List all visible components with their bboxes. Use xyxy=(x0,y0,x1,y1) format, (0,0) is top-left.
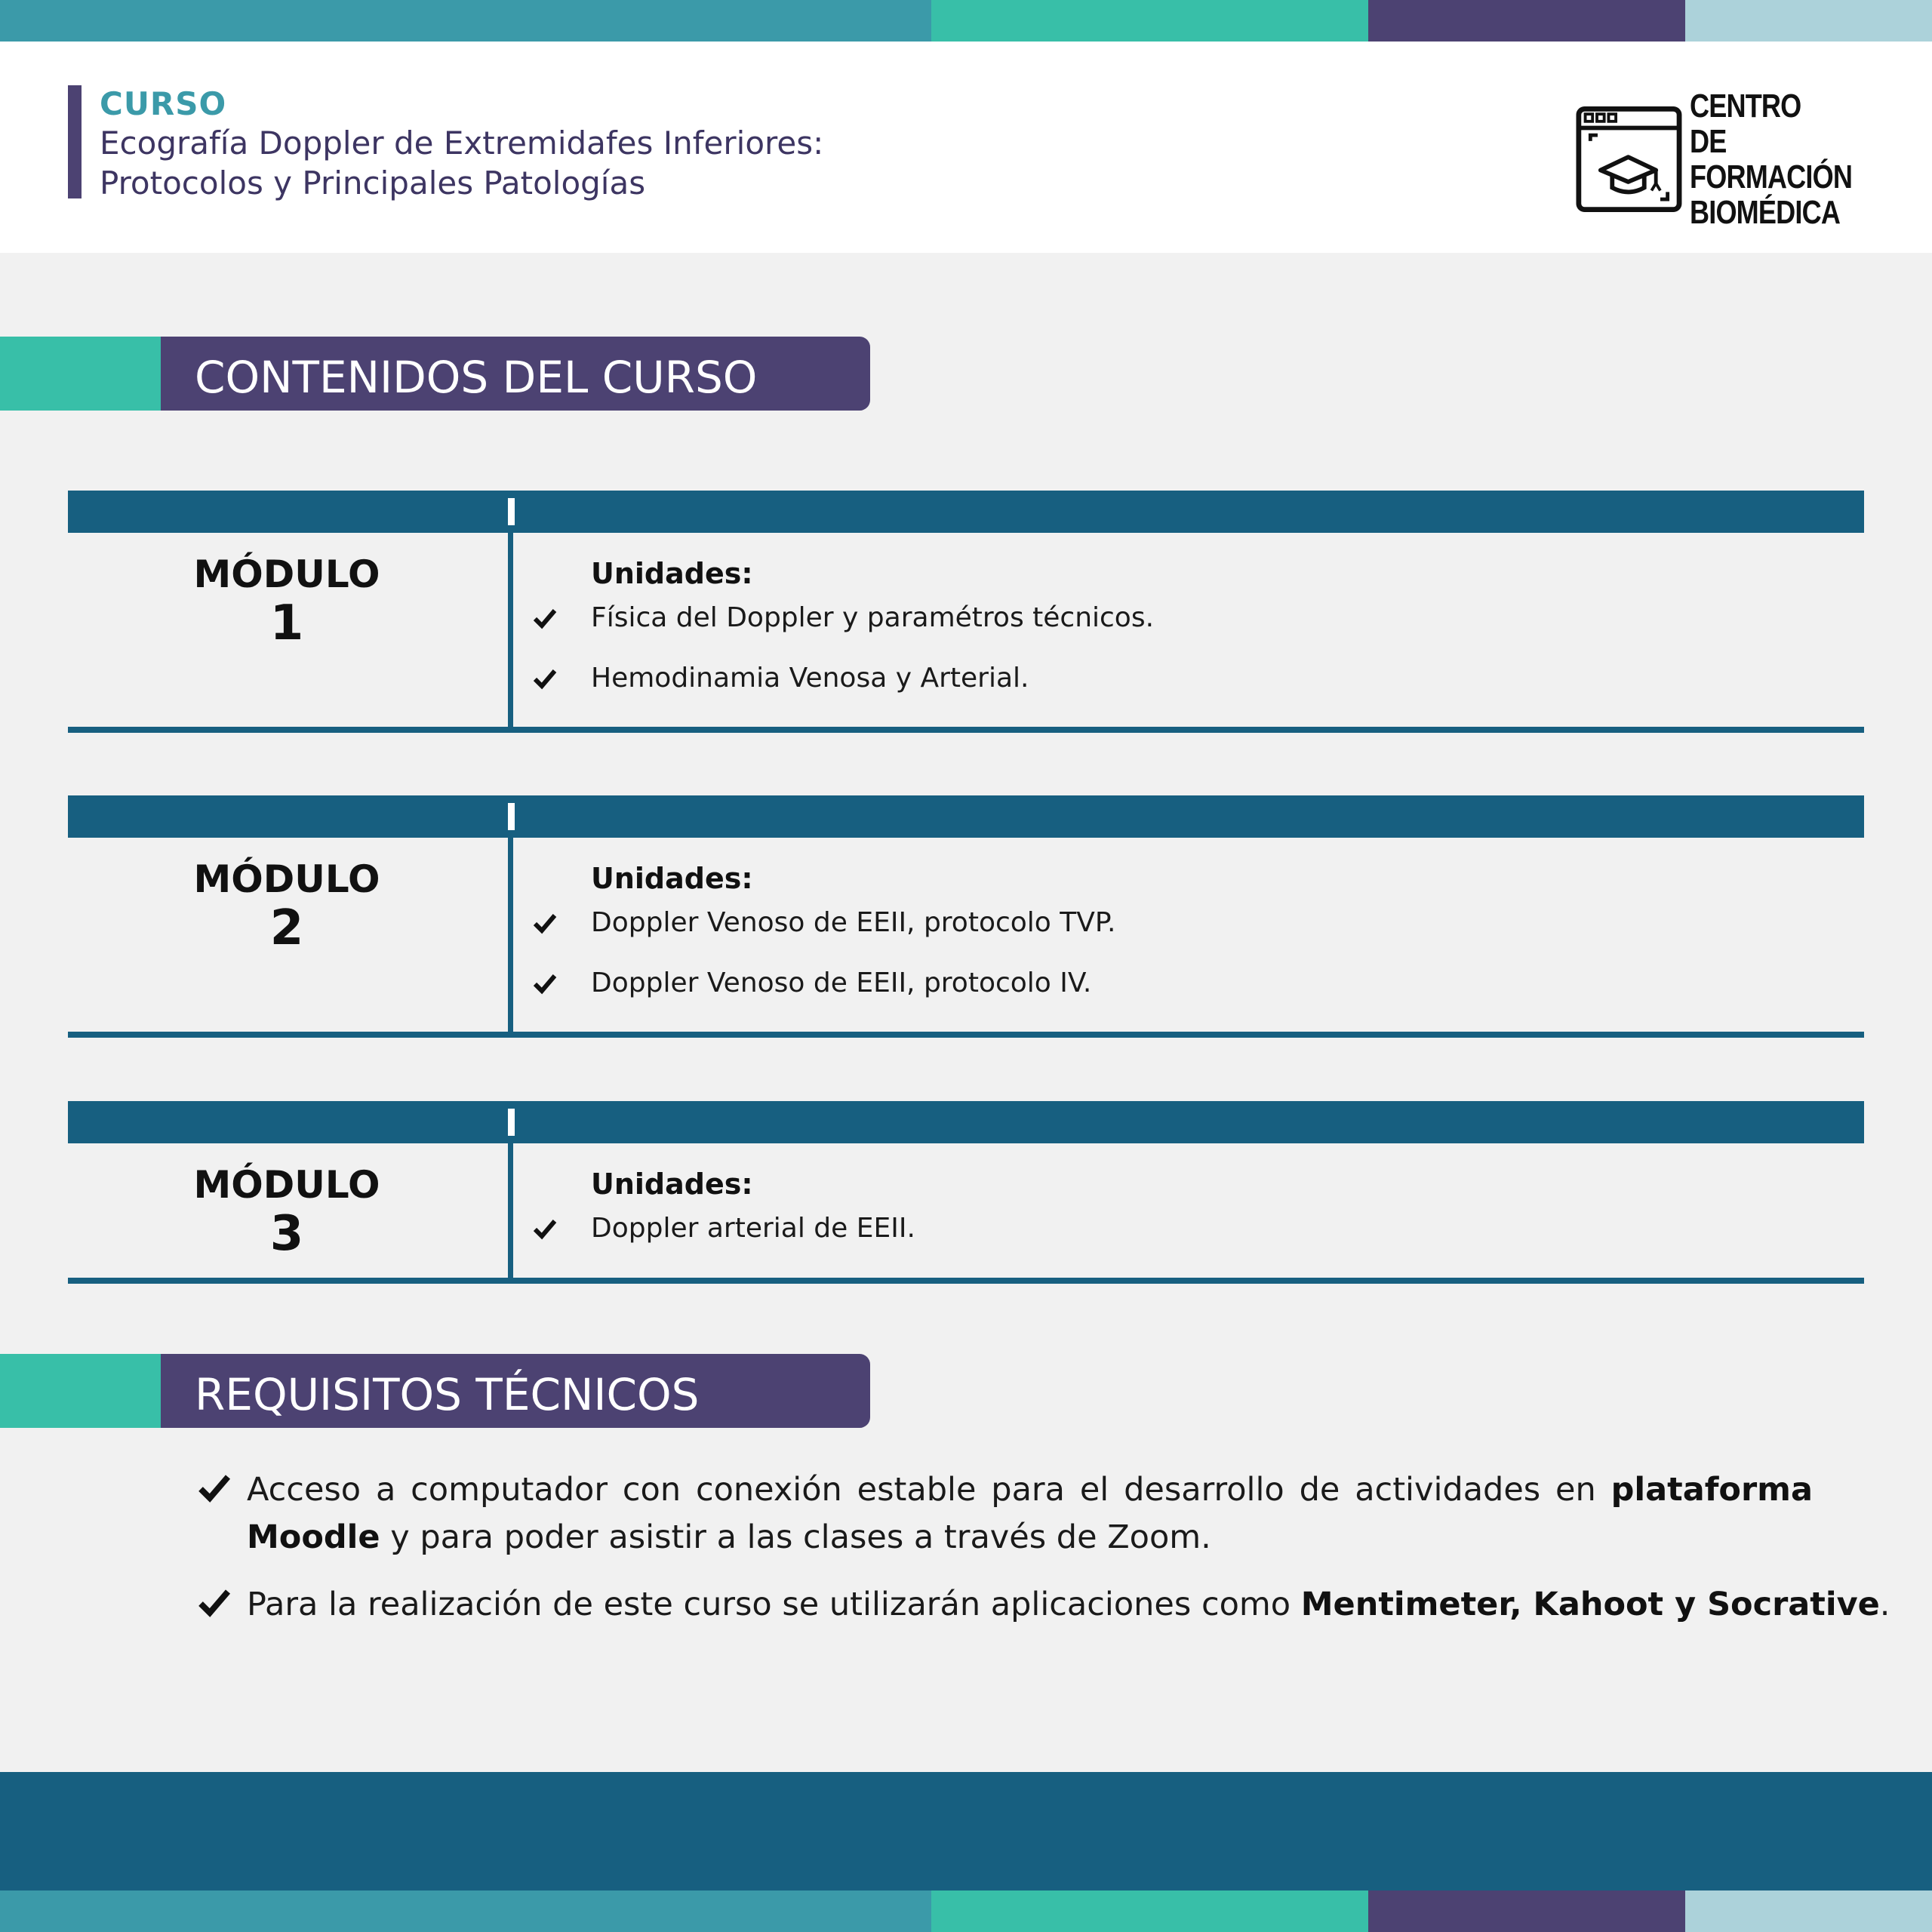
unit-item xyxy=(533,1213,915,1244)
module-2 xyxy=(68,795,1864,1041)
requirement-item xyxy=(198,1466,1813,1561)
logo-line2: DE FORMACIÓN xyxy=(1689,123,1853,195)
checkmark-icon xyxy=(533,607,591,629)
unit-text: Física del Doppler y paramétros técnicos. xyxy=(591,602,1155,633)
module-3 xyxy=(68,1101,1864,1286)
section-title-requisitos: REQUISITOS TÉCNICOS xyxy=(195,1369,700,1420)
checkmark-icon xyxy=(533,912,591,934)
course-title xyxy=(100,123,930,203)
logo-line3: BIOMÉDICA xyxy=(1689,194,1841,231)
requirement-bold: plataforma Moodle xyxy=(247,1471,1813,1556)
module-name xyxy=(68,1161,506,1262)
unit-text: Doppler Venoso de EEII, protocolo IV. xyxy=(591,968,1092,998)
requirement-text xyxy=(247,1581,1890,1629)
module-name xyxy=(68,856,506,956)
logo-line1: CENTRO xyxy=(1689,88,1801,125)
footer-band xyxy=(0,1772,1932,1890)
unit-item xyxy=(533,907,1115,938)
unit-item xyxy=(533,968,1091,998)
page-header xyxy=(0,42,1932,253)
checkmark-icon xyxy=(533,972,591,995)
checkmark-icon xyxy=(533,1217,591,1240)
module-1 xyxy=(68,491,1864,736)
unit-text: Doppler Venoso de EEII, protocolo TVP. xyxy=(591,907,1116,938)
curso-label: CURSO xyxy=(100,85,227,122)
requirement-text-part: Para la realización de este curso se utilizarán aplicaciones como xyxy=(247,1586,1301,1623)
top-color-stripes xyxy=(0,0,1932,42)
graduation-cap-browser-icon xyxy=(1576,104,1682,214)
requirement-item xyxy=(198,1581,1890,1629)
unit-item xyxy=(533,663,1029,694)
module-number: 3 xyxy=(269,1206,304,1262)
requirement-text-part: . xyxy=(1879,1586,1890,1623)
unit-text: Doppler arterial de EEII. xyxy=(591,1213,915,1244)
requirement-text-part: Acceso a computador con conexión estable para el desarrollo de actividades en xyxy=(247,1471,1611,1509)
requirement-text xyxy=(247,1466,1813,1561)
module-number: 1 xyxy=(269,595,304,651)
requirement-bold: Mentimeter, Kahoot y Socrative xyxy=(1300,1586,1880,1623)
module-name xyxy=(68,551,506,651)
course-title-line1: Ecografía Doppler de Extremidafes Inferiores: xyxy=(100,125,824,162)
header-accent-bar xyxy=(68,85,82,198)
unit-item xyxy=(533,602,1154,633)
requirement-text-part: y para poder asistir a las clases a través de Zoom. xyxy=(380,1518,1211,1556)
units-title: Unidades: xyxy=(591,1168,753,1201)
bottom-color-stripes xyxy=(0,1890,1932,1932)
module-number: 2 xyxy=(269,900,304,956)
course-title-line2: Protocolos y Principales Patologías xyxy=(100,165,646,202)
units-title: Unidades: xyxy=(591,557,753,590)
checkmark-icon xyxy=(198,1587,231,1619)
section-title-contenidos: CONTENIDOS DEL CURSO xyxy=(195,352,758,403)
module-label: MÓDULO xyxy=(193,552,380,596)
units-title: Unidades: xyxy=(591,862,753,895)
module-label: MÓDULO xyxy=(193,1163,380,1207)
module-label: MÓDULO xyxy=(193,857,380,901)
checkmark-icon xyxy=(198,1472,231,1504)
logo-text xyxy=(1690,88,1888,230)
checkmark-icon xyxy=(533,667,591,690)
unit-text: Hemodinamia Venosa y Arterial. xyxy=(591,663,1029,694)
logo xyxy=(1576,88,1932,230)
